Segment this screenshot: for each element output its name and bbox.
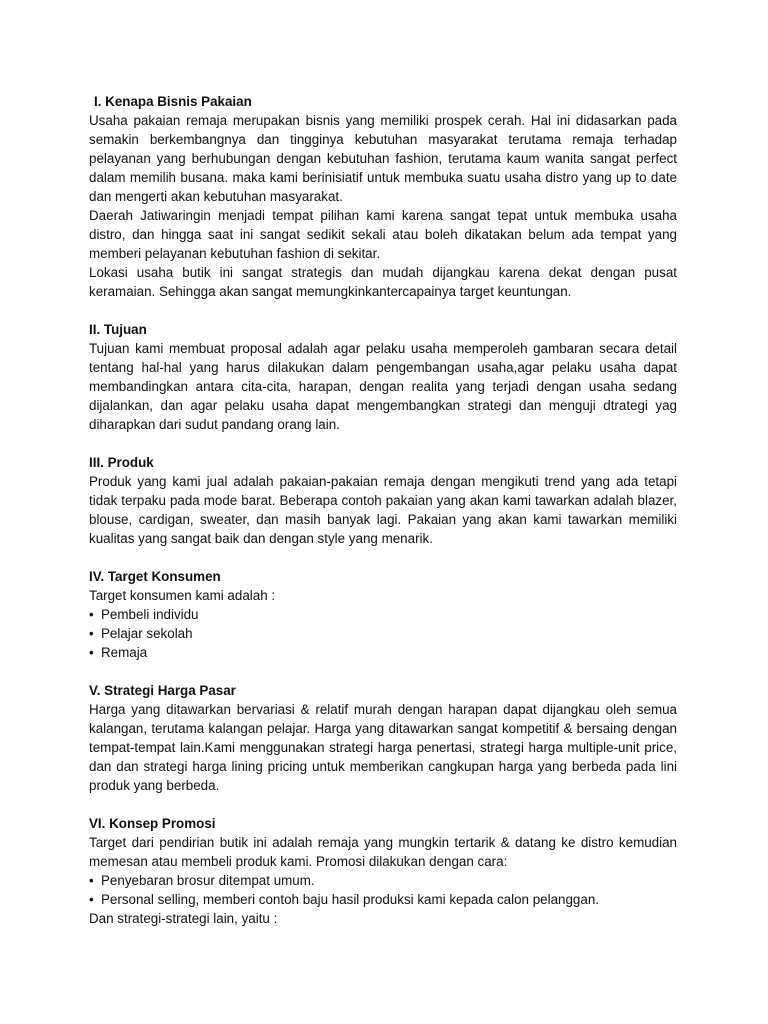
paragraph: Target konsumen kami adalah : (89, 588, 276, 603)
bullet-icon: • (89, 892, 94, 907)
section-heading: II. Tujuan (89, 322, 147, 337)
bullet-icon: • (89, 645, 94, 660)
list-item-text: Pembeli individu (101, 607, 199, 622)
section-heading: VI. Konsep Promosi (89, 816, 216, 831)
list-item (89, 643, 677, 662)
section-heading: I. Kenapa Bisnis Pakaian (94, 94, 252, 109)
list-item (89, 871, 677, 890)
section-target-konsumen (89, 567, 677, 662)
paragraph: Target dari pendirian butik ini adalah remaja yang mungkin tertarik & datang ke distro kemudian memesan atau membeli produk kami. Promosi dilakukan dengan cara: (89, 835, 677, 869)
paragraph: Harga yang ditawarkan bervariasi & relatif murah dengan harapan dapat dijangkau oleh semua kalangan, terutama kalangan pelajar. Harga yang ditawarkan sangat kompetitif & bersaing dengan tempat-tempat lain.Kami menggunakan strategi harga penertasi, strategi harga multiple-unit price, dan dan strategi harga lining pricing untuk memberikan cangkupan harga yang berbeda pada lini produk yang berbeda. (89, 702, 677, 793)
bullet-icon: • (89, 626, 94, 641)
bullet-icon: • (89, 607, 94, 622)
list-item-text: Remaja (101, 645, 148, 660)
section-produk (89, 453, 677, 548)
bullet-list (89, 605, 677, 662)
list-item-text: Penyebaran brosur ditempat umum. (101, 873, 315, 888)
section-tujuan (89, 320, 677, 434)
section-konsep-promosi (89, 814, 677, 928)
bullet-list (89, 871, 677, 909)
list-item (89, 890, 677, 909)
section-kenapa-bisnis-pakaian (89, 92, 677, 301)
section-heading: III. Produk (89, 455, 154, 470)
paragraph: Tujuan kami membuat proposal adalah agar pelaku usaha memperoleh gambaran secara detail tentang hal-hal yang harus dilakukan dalam pengembangan usaha,agar pelaku usaha dapat membandingkan antara cita-cita, harapan, dengan realita yang terjadi dengan usaha sedang dijalankan, dan agar pelaku usaha dapat mengembangkan strategi dan menguji dtrategi yag diharapkan dari sudut pandang orang lain. (89, 341, 677, 432)
list-item (89, 605, 677, 624)
list-item-text: Personal selling, memberi contoh baju hasil produksi kami kepada calon pelanggan. (101, 892, 599, 907)
document-page (89, 92, 677, 947)
list-item (89, 624, 677, 643)
paragraph: Produk yang kami jual adalah pakaian-pakaian remaja dengan mengikuti trend yang ada tetapi tidak terpaku pada mode barat. Beberapa contoh pakaian yang akan kami tawarkan adalah blazer, blouse, cardigan, sweater, dan masih banyak lagi. Pakaian yang akan kami tawarkan memiliki kualitas yang sangat baik dan dengan style yang menarik. (89, 474, 677, 546)
paragraph: Dan strategi-strategi lain, yaitu : (89, 911, 278, 926)
bullet-icon: • (89, 873, 94, 888)
paragraph: Usaha pakaian remaja merupakan bisnis yang memiliki prospek cerah. Hal ini didasarkan pada semakin berkembangnya dan tingginya kebutuhan masyarakat terutama remaja terhadap pelayanan yang berhubungan dengan kebutuhan fashion, terutama kaum wanita sangat perfect dalam memilih busana. maka kami berinisiatif untuk membuka suatu usaha distro yang up to date dan mengerti akan kebutuhan masyarakat. (89, 113, 677, 204)
paragraph: Lokasi usaha butik ini sangat strategis dan mudah dijangkau karena dekat dengan pusat keramaian. Sehingga akan sangat memungkinkantercapainya target keuntungan. (89, 265, 677, 299)
section-strategi-harga-pasar (89, 681, 677, 795)
section-heading: IV. Target Konsumen (89, 569, 221, 584)
section-heading: V. Strategi Harga Pasar (89, 683, 236, 698)
paragraph: Daerah Jatiwaringin menjadi tempat pilihan kami karena sangat tepat untuk membuka usaha distro, dan hingga saat ini sangat sedikit sekali atau boleh dikatakan belum ada tempat yang memberi pelayanan kebutuhan fashion di sekitar. (89, 208, 677, 261)
list-item-text: Pelajar sekolah (101, 626, 193, 641)
